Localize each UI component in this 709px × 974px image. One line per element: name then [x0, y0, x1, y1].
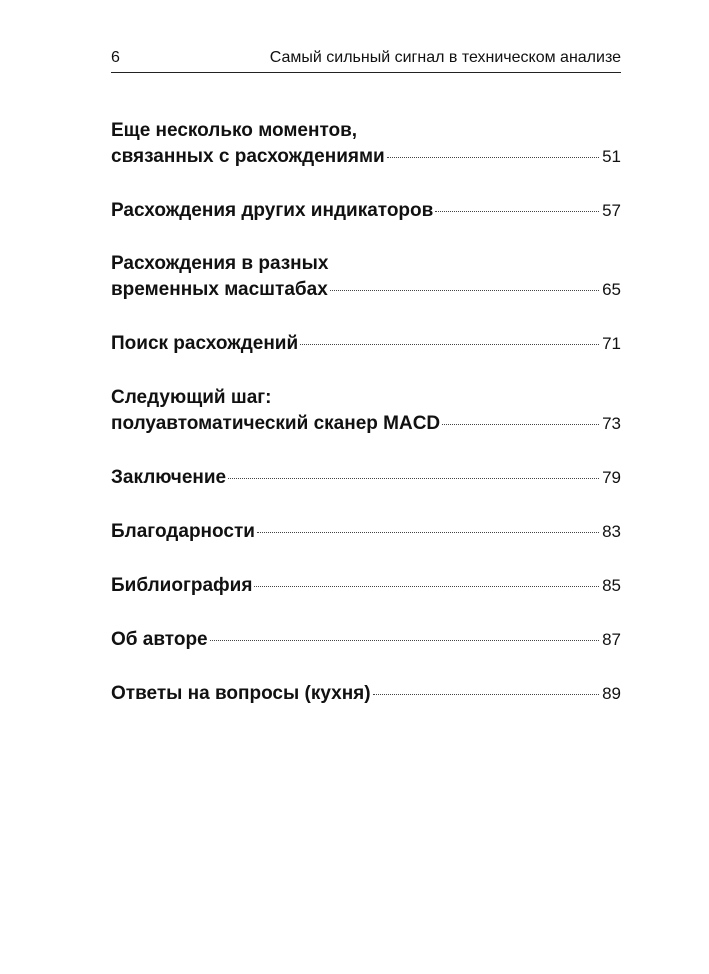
toc-entry: [111, 681, 621, 707]
toc-entry-title-line: Следующий шаг:: [111, 387, 272, 408]
dot-leader: [254, 585, 599, 587]
dot-leader: [300, 343, 599, 345]
toc-page-number: 83: [602, 522, 621, 541]
toc-entry: [111, 573, 621, 599]
toc-page-number: 87: [602, 630, 621, 649]
toc-entry-title-line: Расхождения в разных: [111, 253, 329, 274]
toc-entry-title: временных масштабах: [111, 279, 328, 300]
toc-entry-title: Об авторе: [111, 629, 208, 650]
toc-entry-title: Расхождения других индикаторов: [111, 200, 434, 221]
dot-leader: [210, 639, 599, 641]
toc-entry: [111, 331, 621, 357]
toc-entry-title-line: Еще несколько моментов,: [111, 120, 358, 141]
toc-entry-title: Ответы на вопросы (кухня): [111, 683, 371, 704]
toc-entry: [111, 251, 621, 303]
toc-page-number: 65: [602, 280, 621, 299]
running-title: Самый сильный сигнал в техническом анализе: [269, 49, 621, 66]
dot-leader: [330, 289, 599, 291]
toc-entry-title: Поиск расхождений: [111, 333, 299, 354]
page-header: [111, 48, 621, 73]
toc-page-number: 89: [602, 684, 621, 703]
dot-leader: [435, 210, 599, 212]
dot-leader: [257, 531, 599, 533]
table-of-contents: [111, 118, 621, 707]
toc-page-number: 85: [602, 576, 621, 595]
page-number: 6: [111, 49, 120, 66]
dot-leader: [387, 156, 599, 158]
toc-entry: [111, 465, 621, 491]
dot-leader: [373, 693, 599, 695]
toc-page-number: 79: [602, 468, 621, 487]
toc-entry: [111, 118, 621, 170]
toc-entry: [111, 627, 621, 653]
toc-entry-title: связанных с расхождениями: [111, 146, 385, 167]
toc-entry-title: Благодарности: [111, 521, 255, 542]
toc-entry-title: Заключение: [111, 467, 227, 488]
toc-page-number: 57: [602, 201, 621, 220]
toc-entry-title: Библиография: [111, 575, 253, 596]
toc-entry-title: полуавтоматический сканер MACD: [111, 413, 441, 434]
toc-entry: [111, 198, 621, 224]
dot-leader: [228, 477, 599, 479]
dot-leader: [442, 423, 599, 425]
toc-entry: [111, 519, 621, 545]
toc-entry: [111, 385, 621, 437]
toc-page-number: 71: [602, 334, 621, 353]
toc-page-number: 73: [602, 414, 621, 433]
toc-page-number: 51: [602, 147, 621, 166]
